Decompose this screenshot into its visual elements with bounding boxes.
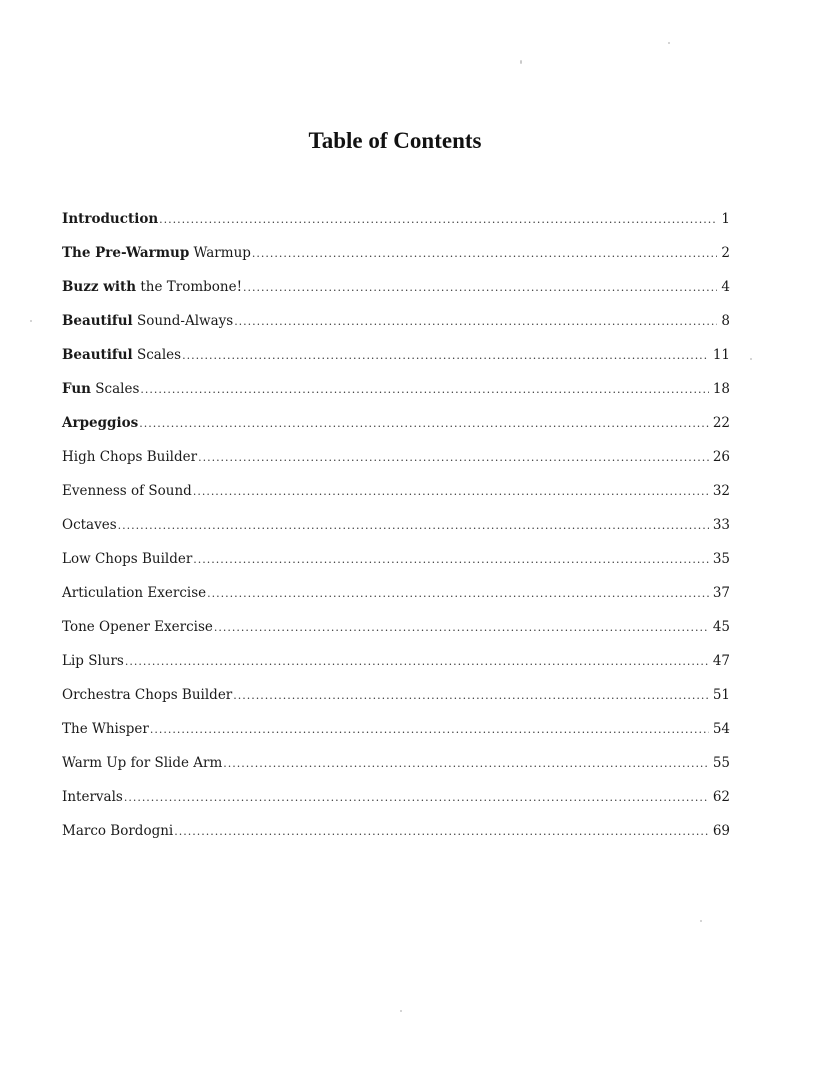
dot-leader xyxy=(198,448,709,468)
dot-leader xyxy=(193,550,709,570)
toc-entry-label: Octaves xyxy=(62,517,117,533)
toc-page-number: 35 xyxy=(712,551,730,567)
toc-entry-label: Low Chops Builder xyxy=(62,551,193,567)
toc-page-number: 22 xyxy=(712,415,730,431)
dot-leader xyxy=(174,822,709,842)
toc-entry xyxy=(62,277,730,311)
dot-leader xyxy=(233,686,709,706)
dot-leader xyxy=(207,584,709,604)
dot-leader xyxy=(234,312,717,332)
toc-entry-label: The Pre-Warmup Warmup xyxy=(62,245,251,261)
dot-leader xyxy=(150,720,709,740)
scan-speck xyxy=(400,1010,402,1012)
toc-page-number: 1 xyxy=(721,211,730,227)
toc-page-number: 37 xyxy=(712,585,730,601)
toc-entry-label: Tone Opener Exercise xyxy=(62,619,213,635)
toc-page-number: 18 xyxy=(712,381,730,397)
toc-entry xyxy=(62,243,730,277)
toc-entry-label: The Whisper xyxy=(62,721,149,737)
dot-leader xyxy=(140,380,708,400)
toc-page-number: 55 xyxy=(712,755,730,771)
dot-leader xyxy=(118,516,709,536)
toc-entry xyxy=(62,481,730,515)
toc-entry-label: Beautiful Sound-Always xyxy=(62,313,234,329)
toc-page-number: 4 xyxy=(721,279,730,295)
toc-page-number: 45 xyxy=(712,619,730,635)
dot-leader xyxy=(139,414,709,434)
scan-speck xyxy=(520,60,522,64)
dot-leader xyxy=(125,652,709,672)
toc-entry xyxy=(62,379,730,413)
toc-page-number: 26 xyxy=(712,449,730,465)
toc-page-number: 11 xyxy=(712,347,730,363)
toc-entry xyxy=(62,209,730,243)
toc-entry-label: Marco Bordogni xyxy=(62,823,174,839)
toc-entry-label: Beautiful Scales xyxy=(62,347,182,363)
toc-entry xyxy=(62,787,730,821)
toc-entry xyxy=(62,549,730,583)
toc-entry xyxy=(62,685,730,719)
scan-speck xyxy=(668,42,670,44)
scan-speck xyxy=(30,320,32,322)
toc-page-number: 2 xyxy=(721,245,730,261)
toc-page-number: 62 xyxy=(712,789,730,805)
toc-page-number: 32 xyxy=(712,483,730,499)
dot-leader xyxy=(124,788,709,808)
dot-leader xyxy=(159,210,717,230)
toc-entry-label: Arpeggios xyxy=(62,415,139,431)
toc-entry xyxy=(62,515,730,549)
toc-page-number: 51 xyxy=(712,687,730,703)
toc-entry xyxy=(62,311,730,345)
scan-speck xyxy=(700,920,702,922)
scan-speck xyxy=(750,358,752,360)
toc-entry xyxy=(62,753,730,787)
toc-entry xyxy=(62,447,730,481)
toc-entry-label: Orchestra Chops Builder xyxy=(62,687,233,703)
page-title: Table of Contents xyxy=(308,128,482,153)
table-of-contents xyxy=(62,209,730,855)
toc-page-number: 8 xyxy=(721,313,730,329)
toc-entry-label: Lip Slurs xyxy=(62,653,124,669)
dot-leader xyxy=(223,754,709,774)
dot-leader xyxy=(252,244,718,264)
toc-page-number: 69 xyxy=(712,823,730,839)
toc-entry xyxy=(62,617,730,651)
dot-leader xyxy=(193,482,709,502)
toc-entry xyxy=(62,413,730,447)
toc-page-number: 47 xyxy=(712,653,730,669)
dot-leader xyxy=(243,278,717,298)
toc-entry xyxy=(62,821,730,855)
toc-entry-label: Evenness of Sound xyxy=(62,483,192,499)
toc-page-number: 54 xyxy=(712,721,730,737)
toc-entry-label: Intervals xyxy=(62,789,123,805)
toc-entry-label: Fun Scales xyxy=(62,381,140,397)
toc-entry-label: High Chops Builder xyxy=(62,449,198,465)
toc-entry-label: Warm Up for Slide Arm xyxy=(62,755,223,771)
toc-page-number: 33 xyxy=(712,517,730,533)
dot-leader xyxy=(182,346,709,366)
dot-leader xyxy=(214,618,709,638)
toc-entry-label: Articulation Exercise xyxy=(62,585,207,601)
toc-entry xyxy=(62,651,730,685)
toc-entry xyxy=(62,583,730,617)
toc-entry xyxy=(62,719,730,753)
toc-entry-label: Buzz with the Trombone! xyxy=(62,279,243,295)
toc-entry xyxy=(62,345,730,379)
toc-entry-label: Introduction xyxy=(62,211,159,227)
